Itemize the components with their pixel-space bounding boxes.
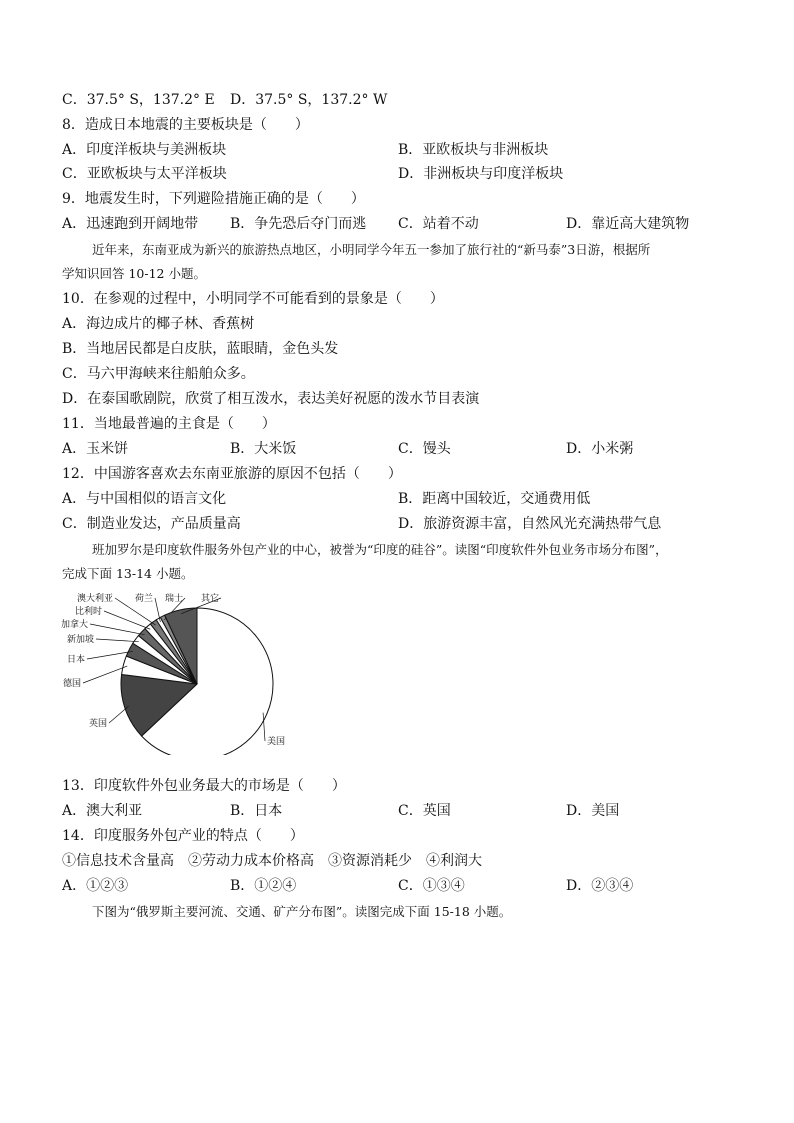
pie-label: 美国	[267, 737, 286, 747]
intro-10-12-line1: 近年来，东南亚成为新兴的旅游热点地区，小明同学今年五一参加了旅行社的“新马泰”3日游，根据所	[92, 242, 651, 257]
intro-15-18: 下图为“俄罗斯主要河流、交通、矿产分布图”。读图完成下面 15-18 小题。	[92, 904, 512, 919]
software-outsourcing-pie-chart	[55, 590, 305, 755]
pie-label: 其它	[201, 594, 220, 604]
pie-label: 新加坡	[67, 635, 95, 645]
q8-option-c: C．亚欧板块与太平洋板块	[62, 166, 227, 182]
pie-leader-line	[109, 706, 129, 723]
q8-option-b: B．亚欧板块与非洲板块	[398, 142, 549, 158]
q11-option-c: C．馒头	[398, 441, 451, 457]
pie-label: 加拿大	[61, 620, 89, 630]
q12-stem: 12．中国游客喜欢去东南亚旅游的原因不包括（ ）	[62, 466, 402, 482]
q9-option-b: B．争先恐后夺门而逃	[230, 216, 367, 232]
q14-stem: 14．印度服务外包产业的特点（ ）	[62, 828, 304, 844]
pie-label: 澳大利亚	[77, 594, 114, 604]
q14-option-a: A．①②③	[62, 878, 129, 894]
pie-label: 荷兰	[135, 594, 154, 604]
q8-option-a: A．印度洋板块与美洲板块	[62, 142, 227, 158]
intro-13-14-line2: 完成下面 13-14 小题。	[62, 566, 194, 581]
q13-option-a: A．澳大利亚	[62, 803, 143, 819]
q10-option-d: D．在泰国歌剧院，欣赏了相互泼水，表达美好祝愿的泼水节目表演	[62, 391, 480, 407]
pie-label: 瑞士	[165, 594, 184, 604]
pie-leader-line	[96, 639, 139, 642]
q13-option-d: D．美国	[566, 803, 620, 819]
q10-option-c: C．马六甲海峡来往船舶众多。	[62, 366, 255, 382]
q12-option-b: B．距离中国较近，交通费用低	[398, 491, 591, 507]
q7-option-d: D．37.5° S，137.2° W	[230, 92, 388, 108]
q10-stem: 10．在参观的过程中，小明同学不可能看到的景象是（ ）	[62, 291, 444, 307]
q11-stem: 11．当地最普遍的主食是（ ）	[62, 416, 276, 432]
pie-label: 德国	[63, 679, 82, 689]
intro-10-12-line2: 学知识回答 10-12 小题。	[62, 266, 206, 281]
q13-stem: 13．印度软件外包业务最大的市场是（ ）	[62, 778, 346, 794]
q9-option-c: C．站着不动	[398, 216, 479, 232]
intro-13-14-line1: 班加罗尔是印度软件服务外包产业的中心，被誉为“印度的硅谷”。读图“印度软件外包业务市场分布图”，	[92, 542, 668, 557]
q12-option-d: D．旅游资源丰富，自然风光充满热带气息	[398, 516, 662, 532]
q12-option-a: A．与中国相似的语言文化	[62, 491, 227, 507]
pie-leader-line	[90, 624, 145, 635]
q13-option-c: C．英国	[398, 803, 451, 819]
q10-option-b: B．当地居民都是白皮肤，蓝眼睛，金色头发	[62, 341, 339, 357]
q7-option-c: C．37.5° S，137.2° E	[62, 92, 215, 108]
q13-option-b: B．日本	[230, 803, 283, 819]
pie-leader-line	[104, 611, 150, 629]
q14-option-b: B．①②④	[230, 878, 297, 894]
q14-option-c: C．①③④	[398, 878, 465, 894]
q8-option-d: D．非洲板块与印度洋板块	[398, 166, 564, 182]
q12-option-c: C．制造业发达，产品质量高	[62, 516, 241, 532]
q9-option-a: A．迅速跑到开阔地带	[62, 216, 199, 232]
pie-label: 比利时	[75, 607, 103, 617]
q11-option-b: B．大米饭	[230, 441, 297, 457]
q11-option-a: A．玉米饼	[62, 441, 129, 457]
q14-option-d: D．②③④	[566, 878, 634, 894]
q11-option-d: D．小米粥	[566, 441, 634, 457]
q8-stem: 8．造成日本地震的主要板块是（ ）	[62, 117, 309, 133]
q9-option-d: D．靠近高大建筑物	[566, 216, 690, 232]
q14-statements: ①信息技术含量高 ②劳动力成本价格高 ③资源消耗少 ④利润大	[62, 853, 482, 869]
q9-stem: 9．地震发生时，下列避险措施正确的是（ ）	[62, 191, 365, 207]
pie-label: 英国	[89, 719, 108, 729]
q10-option-a: A．海边成片的椰子林、香蕉树	[62, 316, 255, 332]
pie-label: 日本	[67, 655, 86, 665]
